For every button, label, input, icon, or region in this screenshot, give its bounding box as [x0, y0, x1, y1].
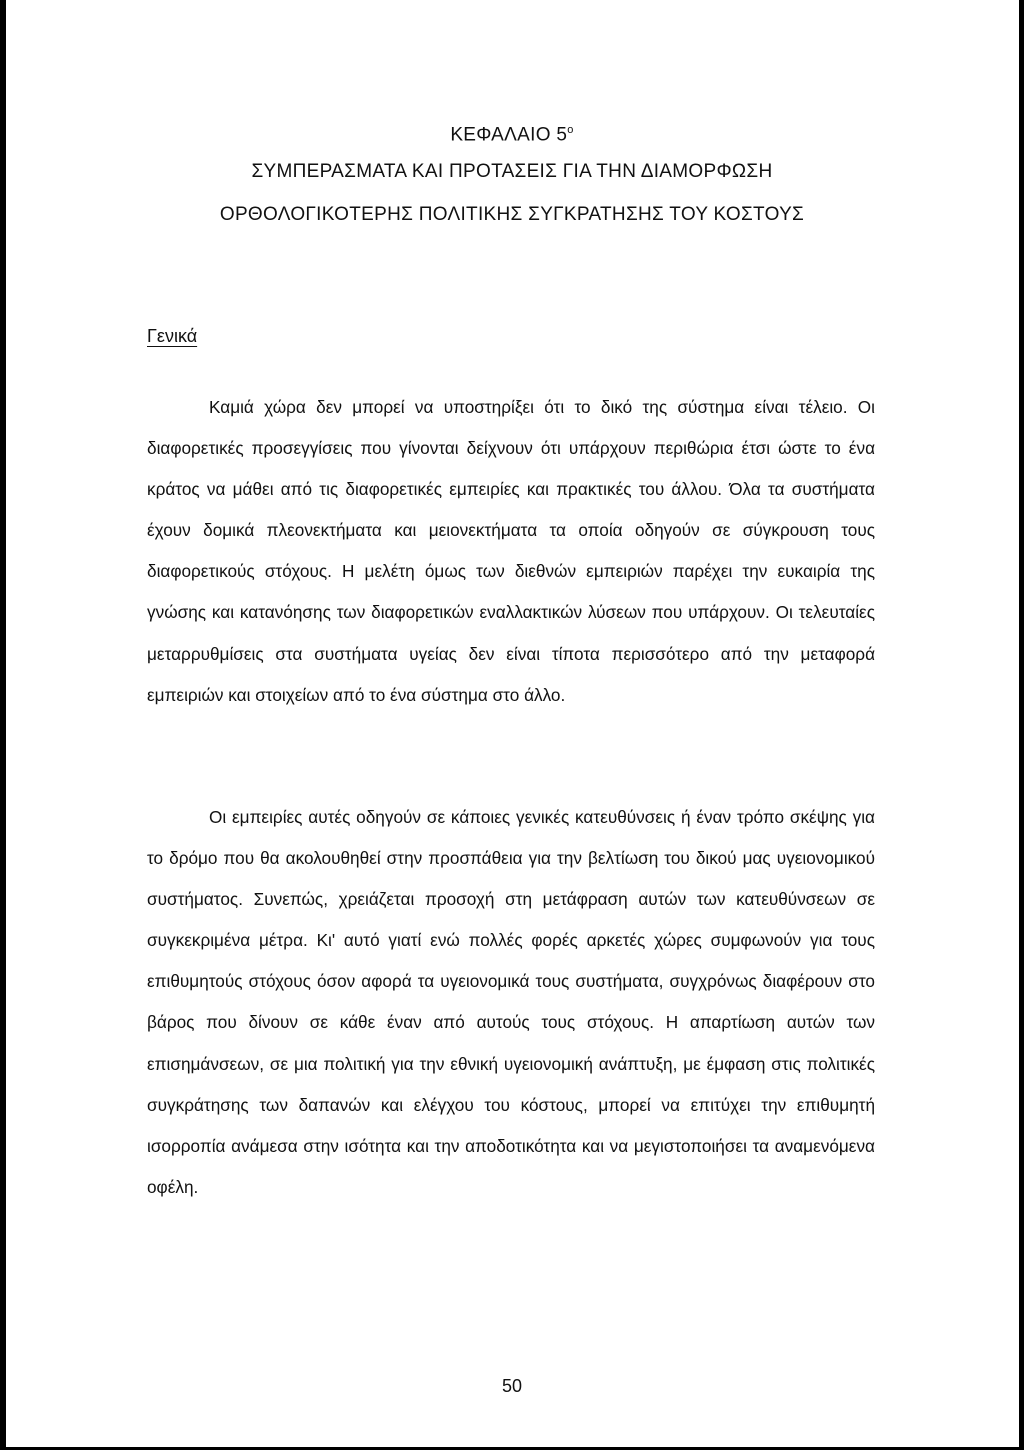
- section-title: Γενικά: [147, 326, 198, 346]
- chapter-number: ΚΕΦΑΛΑΙΟ 5: [450, 124, 568, 146]
- paragraph-1: Καμιά χώρα δεν μπορεί να υποστηρίξει ότι το δικό της σύστημα είναι τέλειο. Οι διαφορετικές προσεγγίσεις που γίνονται δείχνουν ότι υπάρχουν περιθώρια έτσι ώστε το ένα κράτος να μάθει από τις διαφορετικές εμπειρίες και πρακτικές του άλλου. Όλα τα συστήματα έχουν δομικά πλεονεκτήματα και μειονεκτήματα τα οποία οδηγούν σε σύγκρουση τους διαφορετικούς στόχους. Η μελέτη όμως των διεθνών εμπειριών παρέχει την ευκαιρία της γνώσης και κατανόησης των διαφορετικών εναλλακτικών λύσεων που υπάρχουν. Οι τελευταίες μεταρρυθμίσεις στα συστήματα υγείας δεν είναι τίποτα περισσότερο από την μεταφορά εμπειριών και στοιχείων από το ένα σύστημα στο άλλο.: [147, 397, 875, 705]
- chapter-label: [0, 118, 1024, 147]
- chapter-title-line-2: ΟΡΘΟΛΟΓΙΚΟΤΕΡΗΣ ΠΟΛΙΤΙΚΗΣ ΣΥΓΚΡΑΤΗΣΗΣ ΤΟΥ ΚΟΣΤΟΥΣ: [219, 204, 805, 225]
- scan-border-right: [1019, 0, 1024, 1450]
- chapter-ordinal-superscript: ο: [567, 124, 574, 136]
- paragraph-2: Οι εμπειρίες αυτές οδηγούν σε κάποιες γενικές κατευθύνσεις ή έναν τρόπο σκέψης για το δρόμο που θα ακολουθηθεί στην προσπάθεια για την βελτίωση του δικού μας υγειονομικού συστήματος. Συνεπώς, χρειάζεται προσοχή στη μετάφραση αυτών των κατευθύνσεων σε συγκεκριμένα μέτρα. Κι' αυτό γιατί ενώ πολλές φορές αρκετές χώρες συμφωνούν για τους επιθυμητούς στόχους όσον αφορά τα υγειονομικά τους συστήματα, συγχρόνως διαφέρουν στο βάρος που δίνουν σε κάθε έναν από αυτούς τους στόχους. Η απαρτίωση αυτών των επισημάνσεων, σε μια πολιτική για την εθνική υγειονομική ανάπτυξη, με έμφαση στις πολιτικές συγκράτησης των δαπανών και ελέγχου του κόστους, μπορεί να επιτύχει την επιθυμητή ισορροπία ανάμεσα στην ισότητα και την αποδοτικότητα και να μεγιστοποιήσει τα αναμενόμενα οφέλη.: [147, 807, 875, 1197]
- scan-border-left: [0, 0, 6, 1450]
- chapter-title-line-1: ΣΥΜΠΕΡΑΣΜΑΤΑ ΚΑΙ ΠΡΟΤΑΣΕΙΣ ΓΙΑ ΤΗΝ ΔΙΑΜΟΡΦΩΣΗ: [251, 161, 773, 182]
- page-number: 50: [501, 1376, 523, 1396]
